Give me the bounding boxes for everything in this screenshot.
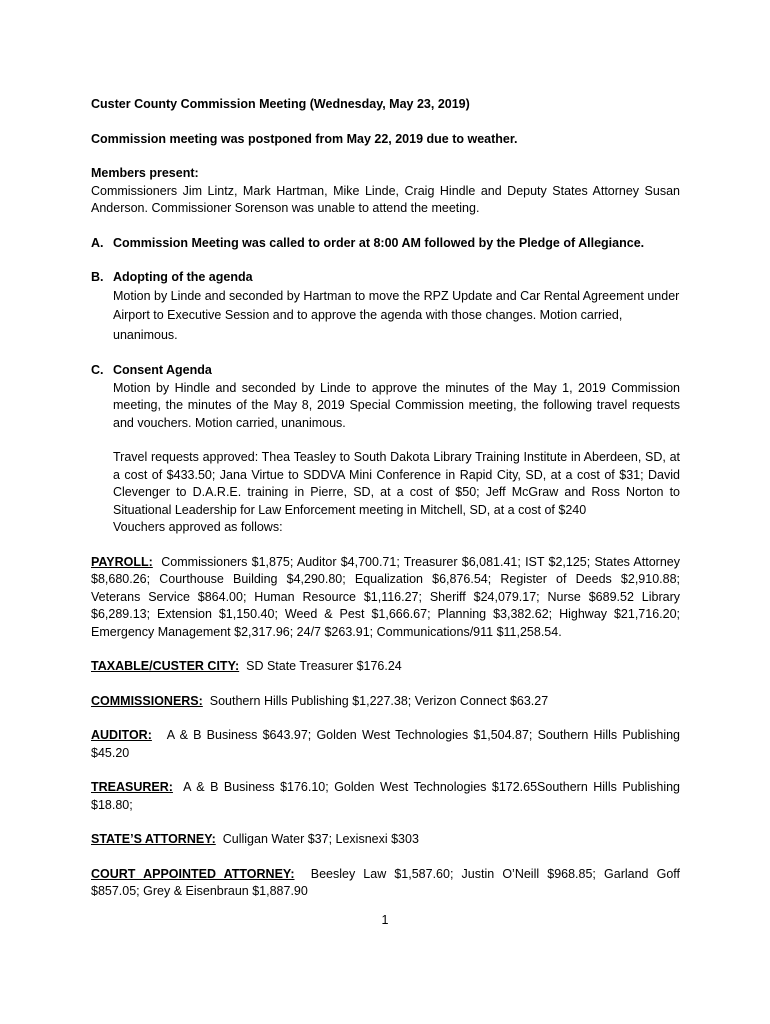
members-text: Commissioners Jim Lintz, Mark Hartman, Mike Linde, Craig Hindle and Deputy States Attorney Susan Anderson. Commissioner Sorenson was unable to attend the meeting. (91, 183, 680, 215)
section-c-heading: Consent Agenda (113, 363, 212, 377)
voucher-auditor (91, 727, 684, 762)
voucher-label: TREASURER: (91, 780, 173, 794)
voucher-label: PAYROLL: (91, 554, 153, 569)
section-a (91, 235, 680, 253)
voucher-court-appointed-attorney (91, 866, 684, 901)
voucher-text: Beesley Law $1,587.60; Justin O’Neill $968.85; Garland Goff $857.05; Grey & Eisenbraun $1,887.90 (91, 866, 684, 898)
section-b-text: Motion by Linde and seconded by Hartman to move the RPZ Update and Car Rental Agreement under Airport to Executive Session and to approve the agenda with those changes. Motion carried, unanimous. (113, 288, 680, 342)
document-page (91, 96, 684, 901)
voucher-text: Commissioners $1,875; Auditor $4,700.71; Treasurer $6,081.41; IST $2,125; States Attorney $8,680.26; Courthouse Building $4,290.80; Equalization $6,876.54; Register of Deeds $2,910.88; Veterans Service $864.00; Human Resource $1,116.27; Sheriff $24,079.17; Nurse $689.52 Library $6,289.13; Extension $1,150.40; Weed & Pest $1,666.67; Planning $3,382.62; Highway $21,716.20; Emergency Management $2,317.96; 24/7 $263.91; Communications/911 $11,258.54. (91, 554, 684, 639)
members-heading: Members present: (91, 166, 199, 180)
section-c-label: C. (91, 363, 104, 377)
section-a-label: A. (91, 235, 104, 250)
section-b-heading: Adopting of the agenda (113, 270, 253, 284)
voucher-label: AUDITOR: (91, 728, 152, 742)
voucher-commissioners (91, 693, 680, 711)
voucher-label: TAXABLE/CUSTER CITY: (91, 659, 240, 673)
section-c (91, 362, 680, 537)
voucher-text: SD State Treasurer $176.24 (239, 659, 402, 673)
voucher-treasurer (91, 779, 684, 814)
page-number: 1 (381, 913, 389, 927)
voucher-label: COMMISSIONERS: (91, 693, 203, 708)
section-b (91, 269, 680, 345)
voucher-taxable-custer-city (91, 658, 680, 676)
postponed-notice: Commission meeting was postponed from May 22, 2019 due to weather. (91, 131, 518, 146)
document-title: Custer County Commission Meeting (Wednesday, May 23, 2019) (91, 97, 470, 111)
voucher-text: A & B Business $176.10; Golden West Technologies $172.65Southern Hills Publishing $18.80; (91, 780, 684, 812)
section-b-label: B. (91, 270, 104, 284)
voucher-label: STATE’S ATTORNEY: (91, 832, 216, 846)
vouchers-intro: Vouchers approved as follows: (113, 520, 283, 534)
voucher-states-attorney (91, 831, 680, 849)
travel-requests: Travel requests approved: Thea Teasley to South Dakota Library Training Institute in Aberdeen, SD, at a cost of $433.50; Jana Virtue to SDDVA Mini Conference in Rapid City, SD, at a cost of $31; David Clevenger to D.A.R.E. training in Pierre, SD, at a cost of $50; Jeff McGraw and Ross Norton to Situational Leadership for Law Enforcement meeting in Mitchell, SD, at a cost of $240 (113, 450, 680, 517)
voucher-label: COURT APPOINTED ATTORNEY: (91, 866, 295, 881)
section-a-heading: Commission Meeting was called to order at 8:00 AM followed by the Pledge of Allegiance. (113, 235, 645, 250)
voucher-payroll (91, 554, 684, 642)
voucher-text: A & B Business $643.97; Golden West Technologies $1,504.87; Southern Hills Publishing $45.20 (91, 728, 684, 760)
voucher-text: Southern Hills Publishing $1,227.38; Verizon Connect $63.27 (202, 693, 549, 708)
voucher-text: Culligan Water $37; Lexisnexi $303 (215, 832, 419, 846)
section-c-text: Motion by Hindle and seconded by Linde to approve the minutes of the May 1, 2019 Commission meeting, the minutes of the May 8, 2019 Special Commission meeting, the following travel requests and vouchers. Motion carried, unanimous. (113, 380, 680, 430)
